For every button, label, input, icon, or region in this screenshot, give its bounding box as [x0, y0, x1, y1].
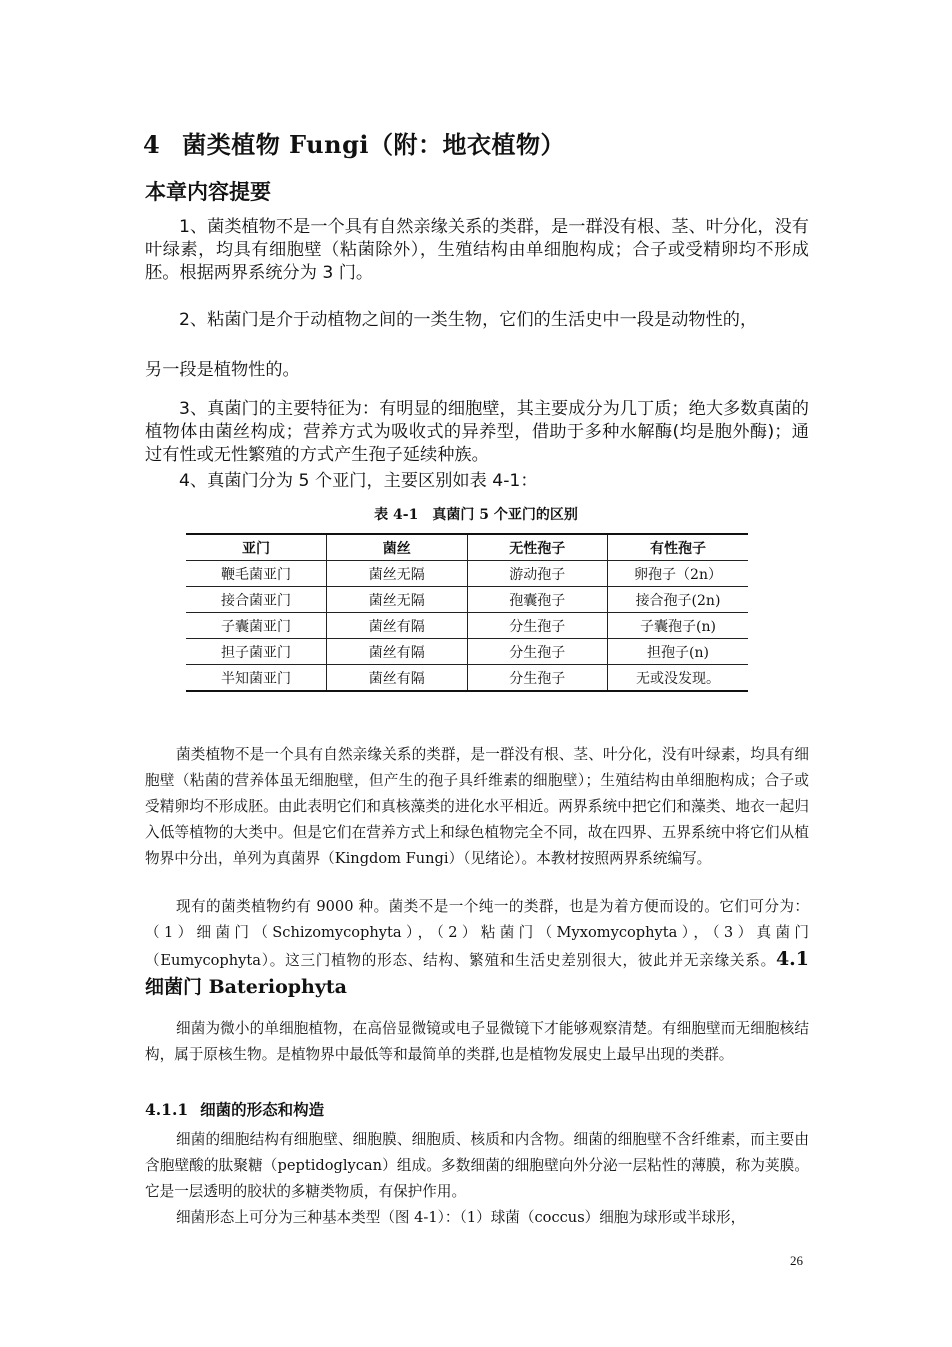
table-caption: 表 4-1 真菌门 5 个亚门的区别: [374, 507, 578, 523]
table-cell: 游动孢子: [467, 561, 608, 587]
subsection-heading: [145, 1098, 324, 1120]
table-cell: 菌丝无隔: [327, 587, 468, 613]
chapter-title-text: 菌类植物 Fungi（附：地衣植物）: [182, 130, 565, 159]
table-cell: 菌丝无隔: [327, 561, 468, 587]
header-subphylum: 亚门: [186, 534, 327, 561]
table-row: [186, 587, 748, 613]
table-cell: 菌丝有隔: [327, 639, 468, 665]
table-row: [186, 665, 748, 692]
chapter-title: [143, 125, 565, 160]
table-cell: 卵孢子（2n）: [608, 561, 749, 587]
body-paragraph-2: [145, 894, 829, 1002]
table-cell: 菌丝有隔: [327, 613, 468, 639]
body-paragraph-4: 细菌的细胞结构有细胞壁、细胞膜、细胞质、核质和内含物。细菌的细胞壁不含纤维素，而主要由含胞壁酸的肽聚糖（peptidoglycan）组成。多数细菌的细胞壁向外分泌一层粘性的薄膜，称为荚膜。它是一层透明的胶状的多糖类物质，有保护作用。: [145, 1131, 809, 1200]
table-cell: 担子菌亚门: [186, 639, 327, 665]
summary-paragraph-2: 2、粘菌门是介于动植物之间的一类生物，它们的生活史中一段是动物性的，: [179, 310, 758, 330]
header-asexual-spores: 无性孢子: [467, 534, 608, 561]
subphyla-table: [186, 533, 748, 692]
table-row: [186, 561, 748, 587]
table-cell: 接合菌亚门: [186, 587, 327, 613]
summary-paragraph-4: 4、真菌门分为 5 个亚门，主要区别如表 4-1：: [179, 471, 538, 491]
table-cell: 半知菌亚门: [186, 665, 327, 692]
table-cell: 分生孢子: [467, 665, 608, 692]
table-cell: 菌丝有隔: [327, 665, 468, 692]
subsection-title: 细菌的形态和构造: [200, 1100, 325, 1119]
section-heading: 4.1 细菌门 Bateriophyta: [145, 948, 829, 998]
table-cell: 分生孢子: [467, 613, 608, 639]
subsection-number: 4.1.1: [145, 1100, 189, 1119]
table-cell: 子囊菌亚门: [186, 613, 327, 639]
body-paragraph-3: 细菌为微小的单细胞植物，在高倍显微镜或电子显微镜下才能够观察清楚。有细胞壁而无细胞核结构，属于原核生物。是植物界中最低等和最简单的类群,也是植物发展史上最早出现的类群。: [145, 1020, 809, 1063]
body-paragraph-1: 菌类植物不是一个具有自然亲缘关系的类群，是一群没有根、茎、叶分化，没有叶绿素，均具有细胞壁（粘菌的营养体虽无细胞壁，但产生的孢子具纤维素的细胞壁）；生殖结构由单细胞构成；合子或受精卵均不形成胚。由此表明它们和真核藻类的进化水平相近。两界系统中把它们和藻类、地衣一起归入低等植物的大类中。但是它们在营养方式上和绿色植物完全不同，故在四界、五界系统中将它们从植物界中分出，单列为真菌界（Kingdom Fungi）（见绪论）。本教材按照两界系统编写。: [145, 746, 809, 867]
body-paragraph-2-text: 现有的菌类植物约有 9000 种。菌类不是一个纯一的类群，也是为着方便而设的。它们可分为：（1）细菌门（Schizomycophyta），（2）粘菌门（Myxomycophyta），（3）真菌门（Eumycophyta）。这三门植物的形态、结构、繁殖和生活史差别很大，彼此并无亲缘关系。: [145, 898, 809, 969]
table-cell: 子囊孢子(n): [608, 613, 749, 639]
table-row: [186, 639, 748, 665]
table-cell: 孢囊孢子: [467, 587, 608, 613]
table-row: [186, 613, 748, 639]
summary-heading: 本章内容提要: [145, 180, 271, 204]
summary-paragraph-3: 3、真菌门的主要特征为：有明显的细胞壁，其主要成分为几丁质；绝大多数真菌的植物体由菌丝构成；营养方式为吸收式的异养型，借助于多种水解酶(均是胞外酶)；通过有性或无性繁殖的方式产生孢子延续种族。: [145, 399, 809, 465]
table-cell: 接合孢子(2n): [608, 587, 749, 613]
table-cell: 鞭毛菌亚门: [186, 561, 327, 587]
table-cell: 分生孢子: [467, 639, 608, 665]
summary-paragraph-2-continued: 另一段是植物性的。: [145, 360, 300, 380]
table-cell: 无或没发现。: [608, 665, 749, 692]
table-header-row: [186, 534, 748, 561]
chapter-number: 4: [143, 130, 161, 159]
page-number: 26: [790, 1253, 803, 1268]
header-hyphae: 菌丝: [327, 534, 468, 561]
table-cell: 担孢子(n): [608, 639, 749, 665]
header-sexual-spores: 有性孢子: [608, 534, 749, 561]
body-paragraph-5: 细菌形态上可分为三种基本类型（图 4-1）：（1）球菌（coccus）细胞为球形或半球形，: [176, 1209, 746, 1226]
summary-paragraph-1: 1、菌类植物不是一个具有自然亲缘关系的类群，是一群没有根、茎、叶分化，没有叶绿素，均具有细胞壁（粘菌除外），生殖结构由单细胞构成；合子或受精卵均不形成胚。根据两界系统分为 3 门。: [145, 217, 809, 283]
